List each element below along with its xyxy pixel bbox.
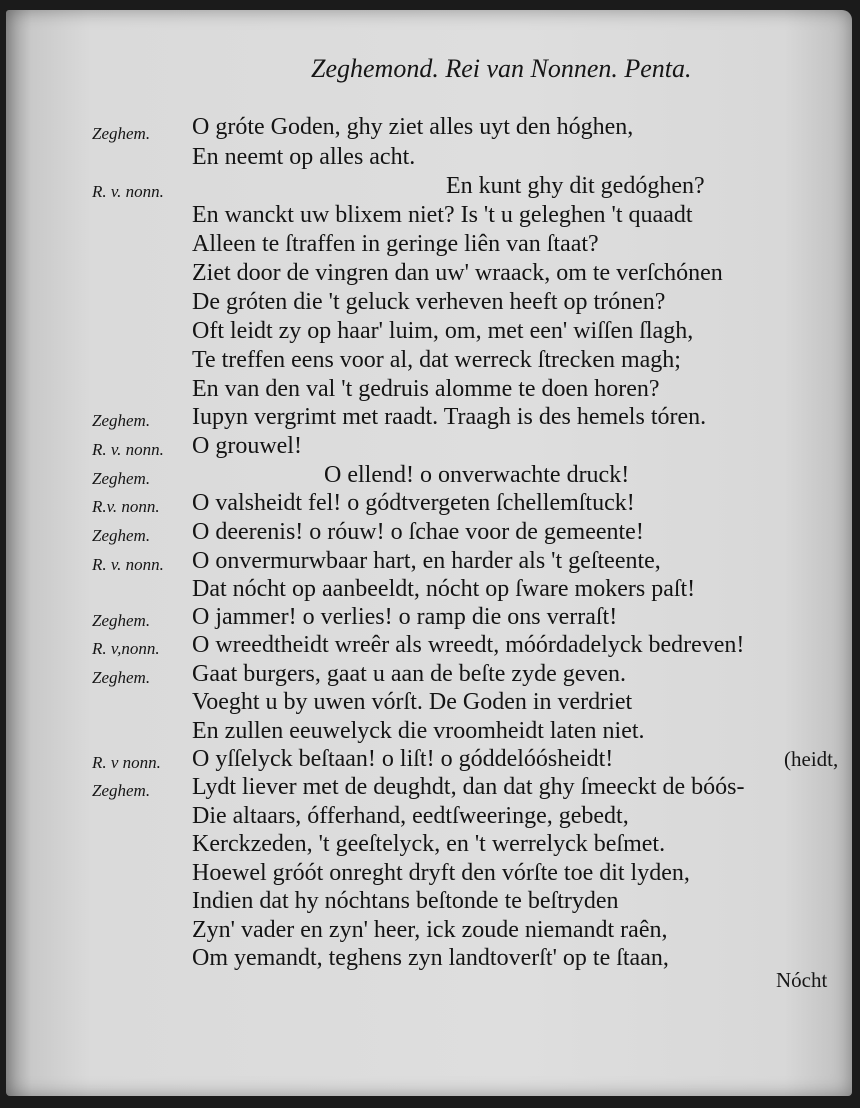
verse-line: En van den val 't gedruis alomme te doen horen? bbox=[192, 376, 660, 402]
verse-line: O ellend! o onverwachte druck! bbox=[324, 462, 630, 488]
verse-line: En zullen eeuwelyck die vroomheidt laten niet. bbox=[192, 718, 645, 744]
verse-line: Voeght u by uwen vórſt. De Goden in verdriet bbox=[192, 689, 633, 715]
speaker-label: R.v. nonn. bbox=[92, 497, 160, 516]
speaker-label: Zeghem. bbox=[92, 469, 151, 488]
verse-line: Alleen te ſtraffen in geringe liên van ſtaat? bbox=[192, 231, 599, 257]
margin-note: (heidt, bbox=[784, 747, 839, 771]
verse-line: Indien dat hy nóchtans beſtonde te beſtryden bbox=[192, 888, 619, 914]
verse-line: O gróte Goden, ghy ziet alles uyt den hóghen, bbox=[192, 114, 634, 140]
speaker-label: Zeghem. bbox=[92, 124, 151, 143]
book-page bbox=[6, 10, 852, 1096]
verse-line: O wreedtheidt wreêr als wreedt, móórdadelyck bedreven! bbox=[192, 632, 745, 658]
verse-line: O jammer! o verlies! o ramp die ons verraſt! bbox=[192, 604, 618, 630]
verse-line: Om yemandt, teghens zyn landtoverſt' op te ſtaan, bbox=[192, 945, 669, 971]
speaker-label: Zeghem. bbox=[92, 781, 151, 800]
running-header: Zeghemond. Rei van Nonnen. Penta. bbox=[311, 54, 692, 83]
speaker-label: Zeghem. bbox=[92, 611, 151, 630]
verse-line: Ziet door de vingren dan uw' wraack, om te verſchónen bbox=[192, 260, 723, 286]
verse-line: O valsheidt fel! o gódtvergeten ſchellemſtuck! bbox=[192, 490, 635, 516]
verse-line: Oft leidt zy op haar' luim, om, met een' wiſſen ſlagh, bbox=[192, 318, 694, 344]
verse-line: Te treffen eens voor al, dat werreck ſtrecken magh; bbox=[192, 347, 681, 373]
speaker-label: R. v. nonn. bbox=[92, 440, 164, 459]
verse-line: Lydt liever met de deughdt, dan dat ghy ſmeeckt de bóós- bbox=[192, 774, 745, 800]
speaker-label: Zeghem. bbox=[92, 668, 151, 687]
verse-line: O yſſelyck beſtaan! o liſt! o góddelóósheidt! bbox=[192, 746, 614, 772]
verse-line: Gaat burgers, gaat u aan de beſte zyde geven. bbox=[192, 661, 627, 687]
speaker-label: R. v,nonn. bbox=[92, 639, 160, 658]
verse-line: Zyn' vader en zyn' heer, ick zoude niemandt raên, bbox=[192, 917, 668, 943]
speaker-label: Zeghem. bbox=[92, 526, 151, 545]
verse-line: En neemt op alles acht. bbox=[192, 144, 416, 170]
speaker-label: R. v. nonn. bbox=[92, 182, 164, 201]
verse-line: Hoewel gróót onreght dryft den vórſte toe dit lyden, bbox=[192, 860, 690, 886]
speaker-label: Zeghem. bbox=[92, 411, 151, 430]
verse-line: Iupyn vergrimt met raadt. Traagh is des hemels tóren. bbox=[192, 404, 707, 430]
verse-line: En wanckt uw blixem niet? Is 't u geleghen 't quaadt bbox=[192, 202, 693, 228]
verse-line: Die altaars, ófferhand, eedtſweeringe, gebedt, bbox=[192, 803, 629, 829]
verse-line: O grouwel! bbox=[192, 433, 302, 459]
verse-line: De gróten die 't geluck verheven heeft op trónen? bbox=[192, 289, 666, 315]
verse-line: O deerenis! o róuw! o ſchae voor de gemeente! bbox=[192, 519, 644, 545]
verse-line: Kerckzeden, 't geeſtelyck, en 't werrelyck beſmet. bbox=[192, 831, 666, 857]
speaker-label: R. v nonn. bbox=[92, 753, 161, 772]
verse-line: O onvermurwbaar hart, en harder als 't geſteente, bbox=[192, 548, 661, 574]
catchword: Nócht bbox=[776, 968, 828, 992]
verse-line: En kunt ghy dit gedóghen? bbox=[446, 173, 705, 199]
verse-line: Dat nócht op aanbeeldt, nócht op ſware mokers paſt! bbox=[192, 576, 696, 602]
speaker-label: R. v. nonn. bbox=[92, 555, 164, 574]
